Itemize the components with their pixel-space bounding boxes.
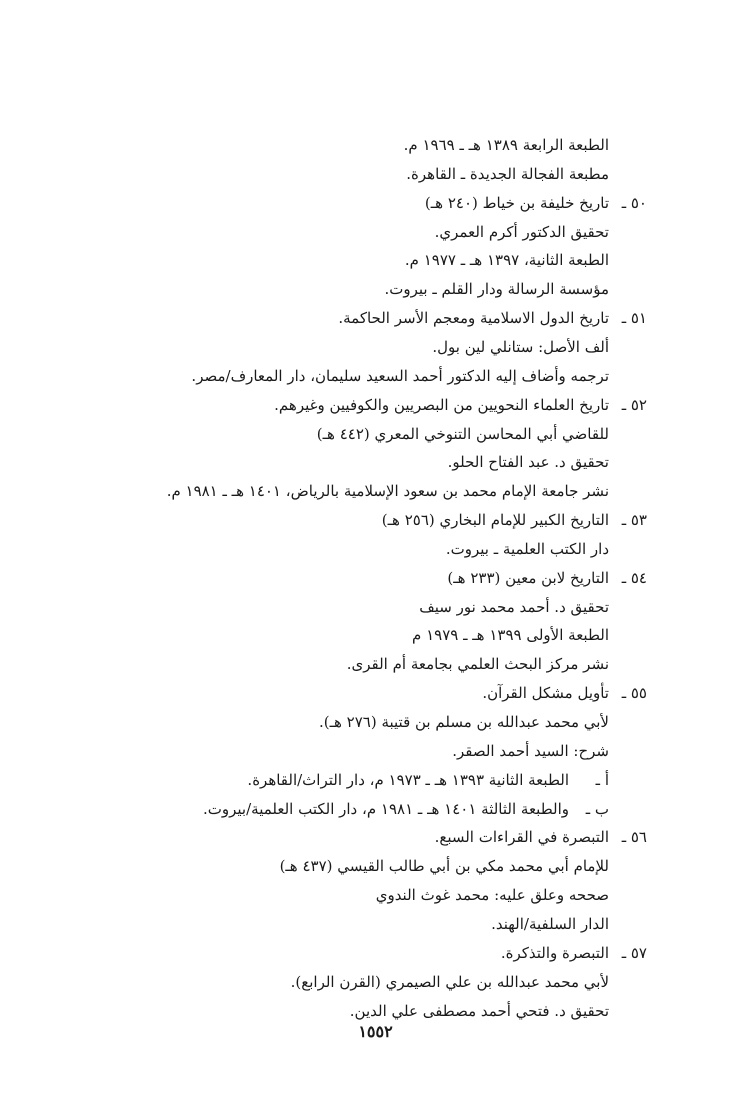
page-number: ١٥٥٢ (358, 1022, 393, 1041)
entry-title: التاريخ الكبير للإمام البخاري (٢٥٦ هـ) (381, 511, 609, 530)
entry-number: ٥٤ ـ (621, 568, 647, 587)
entry-number: ٥٣ ـ (621, 511, 647, 530)
entry-detail-line (130, 881, 609, 909)
edition-letter: ب ـ (585, 799, 609, 818)
entry-detail-text: تحقيق د. عبد الفتاح الحلو. (447, 453, 609, 472)
entry-number: ٥٦ ـ (621, 828, 647, 847)
edition-text: والطبعة الثالثة ١٤٠١ هـ ـ ١٩٨١ م، دار الكتب العلمية/بيروت. (202, 799, 569, 818)
bibliography-entry (130, 939, 647, 967)
entry-detail-line (130, 333, 609, 361)
entry-detail-line (130, 275, 609, 303)
entry-number: ٥٥ ـ (621, 684, 647, 703)
entry-detail-line (130, 708, 609, 736)
entry-detail-text: مطبعة الفجالة الجديدة ـ القاهرة. (406, 164, 609, 183)
entry-detail-line (130, 852, 609, 880)
entry-detail-line (130, 968, 609, 996)
entry-detail-text: الطبعة الرابعة ١٣٨٩ هـ ـ ١٩٦٩ م. (403, 136, 609, 154)
entry-detail-line (130, 997, 609, 1025)
entry-detail-text: نشر جامعة الإمام محمد بن سعود الإسلامية بالرياض، ١٤٠١ هـ ـ ١٩٨١ م. (166, 482, 609, 501)
entry-detail-line (130, 362, 609, 390)
entry-detail-text: نشر مركز البحث العلمي بجامعة أم القرى. (346, 655, 609, 674)
edition-item (130, 795, 609, 823)
bibliography-entry (130, 304, 647, 332)
entry-title: تاريخ خليفة بن خياط (٢٤٠ هـ) (424, 193, 609, 212)
entry-detail-line (130, 246, 609, 274)
bibliography-entry (130, 564, 647, 592)
entry-detail-text: تحقيق د. أحمد محمد نور سيف (419, 597, 609, 616)
entry-detail-text: للقاضي أبي المحاسن التنوخي المعري (٤٤٢ هـ) (316, 424, 609, 443)
entry-detail-text: دار الكتب العلمية ـ بيروت. (445, 539, 609, 558)
edition-text: الطبعة الثانية ١٣٩٣ هـ ـ ١٩٧٣ م، دار التراث/القاهرة. (247, 770, 569, 789)
entry-detail-line (130, 910, 609, 938)
entry-detail-line (130, 218, 609, 246)
entry-detail-line (130, 621, 609, 649)
entry-detail-text: ترجمه وأضاف إليه الدكتور أحمد السعيد سليمان، دار المعارف/مصر. (191, 366, 609, 385)
entry-number: ٥٢ ـ (621, 395, 647, 414)
entry-detail-text: الدار السلفية/الهند. (491, 914, 609, 933)
entry-detail-text: صححه وعلق عليه: محمد غوث الندوي (375, 886, 609, 905)
entry-detail-text: لأبي محمد عبدالله بن مسلم بن قتيبة (٢٧٦ هـ). (318, 713, 609, 731)
entry-detail-text: لأبي محمد عبدالله بن علي الصيمري (القرن الرابع). (290, 972, 609, 991)
entry-title: التبصرة والتذكرة. (500, 943, 609, 962)
entry-number: ٥١ ـ (621, 309, 647, 328)
entry-detail-line (130, 737, 609, 765)
bibliography-entry (130, 823, 647, 851)
entry-title: تاريخ الدول الاسلامية ومعجم الأسر الحاكمة. (338, 309, 609, 328)
entry-title: التاريخ لابن معين (٢٣٣ هـ) (447, 568, 609, 587)
entry-detail-text: الطبعة الأولى ١٣٩٩ هـ ـ ١٩٧٩ م (412, 626, 609, 645)
entry-detail-text: شرح: السيد أحمد الصقر. (452, 741, 609, 760)
entry-title: التبصرة في القراءات السبع. (434, 828, 609, 847)
entry-detail-line (130, 477, 609, 505)
entry-detail-line (130, 448, 609, 476)
entry-detail-line (130, 420, 609, 448)
entry-detail-text: تحقيق د. فتحي أحمد مصطفى علي الدين. (349, 1001, 609, 1020)
edition-letter: أ ـ (595, 770, 609, 789)
entry-number: ٥٧ ـ (621, 943, 647, 962)
entry-detail-line (130, 650, 609, 678)
edition-item (130, 766, 609, 794)
entry-detail-line (130, 593, 609, 621)
entry-detail-line (130, 131, 609, 159)
bibliography-entry (130, 189, 647, 217)
bibliography-entry (130, 391, 647, 419)
entry-detail-text: للإمام أبي محمد مكي بن أبي طالب القيسي (٤٣٧ هـ) (279, 857, 609, 876)
entry-detail-text: مؤسسة الرسالة ودار القلم ـ بيروت. (384, 280, 609, 299)
entry-detail-text: ألف الأصل: ستانلي لين بول. (432, 337, 609, 356)
entry-detail-text: الطبعة الثانية، ١٣٩٧ هـ ـ ١٩٧٧ م. (404, 251, 609, 270)
entry-detail-text: تحقيق الدكتور أكرم العمري. (434, 222, 609, 241)
entry-detail-line (130, 160, 609, 188)
bibliography-entry (130, 506, 647, 534)
bibliography-entry (130, 679, 647, 707)
entry-number: ٥٠ ـ (621, 193, 647, 212)
entry-title: تاريخ العلماء النحويين من البصريين والكوفيين وغيرهم. (274, 395, 609, 414)
entry-detail-line (130, 535, 609, 563)
entry-title: تأويل مشكل القرآن. (482, 684, 609, 703)
